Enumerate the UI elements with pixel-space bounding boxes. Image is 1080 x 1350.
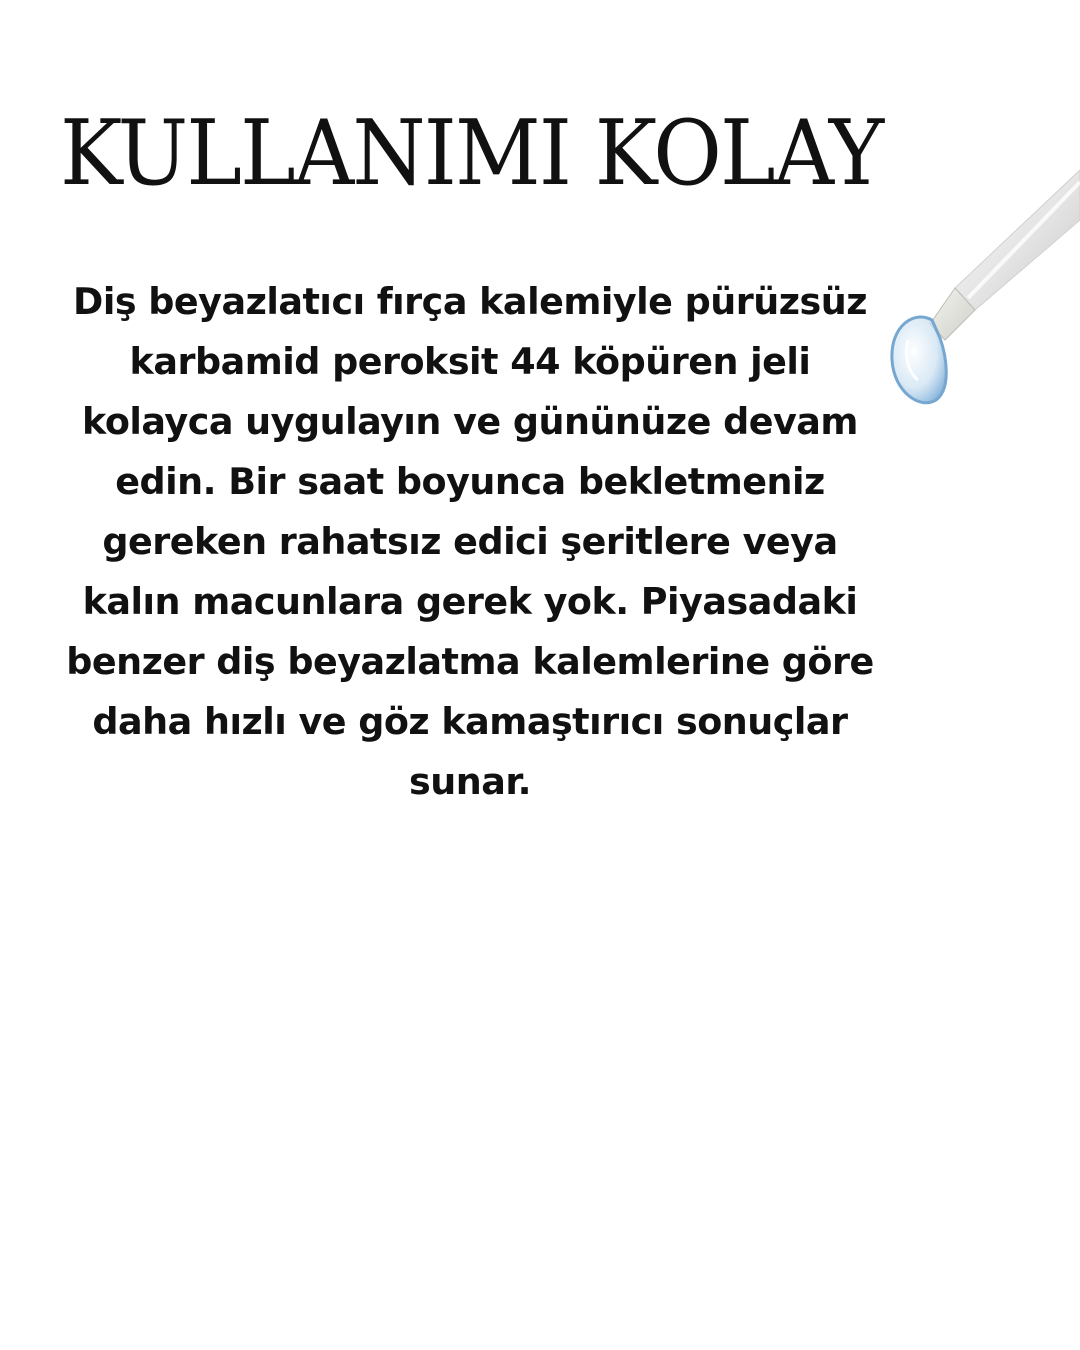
whitening-pen-icon — [880, 160, 1080, 430]
description-text: Diş beyazlatıcı fırça kalemiyle pürüzsüz karbamid peroksit 44 köpüren jeli kolayca uygulayın ve gününüze devam edin. Bir saat boyunca bekletmeniz gereken rahatsız edici şeritlere veya kalın macunlara gerek yok. Piyasadaki benzer diş beyazlatma kalemlerine göre daha hızlı ve göz kamaştırıcı sonuçlar sunar. — [66, 280, 874, 803]
page-title: KULLANIMI KOLAY — [60, 101, 883, 206]
